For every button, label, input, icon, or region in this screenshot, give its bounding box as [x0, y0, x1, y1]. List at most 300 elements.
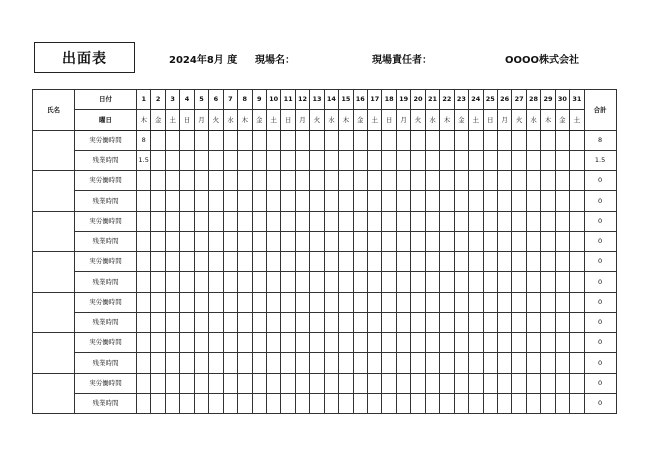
work-hours-cell[interactable]	[324, 252, 338, 272]
overtime-cell[interactable]	[526, 312, 540, 332]
work-hours-cell[interactable]	[238, 211, 252, 231]
overtime-cell[interactable]	[137, 353, 151, 373]
work-hours-cell[interactable]	[252, 292, 266, 312]
overtime-cell[interactable]	[223, 393, 237, 413]
overtime-cell[interactable]	[483, 353, 497, 373]
overtime-cell[interactable]	[512, 312, 526, 332]
work-hours-cell[interactable]	[353, 252, 367, 272]
overtime-cell[interactable]	[469, 393, 483, 413]
work-hours-cell[interactable]	[440, 171, 454, 191]
work-hours-cell[interactable]	[425, 333, 439, 353]
work-hours-cell[interactable]	[238, 171, 252, 191]
work-hours-cell[interactable]	[238, 373, 252, 393]
work-hours-cell[interactable]	[310, 333, 324, 353]
overtime-cell[interactable]	[512, 231, 526, 251]
overtime-cell[interactable]	[368, 353, 382, 373]
overtime-cell[interactable]	[281, 191, 295, 211]
work-hours-cell[interactable]	[483, 130, 497, 150]
overtime-cell[interactable]	[209, 312, 223, 332]
overtime-cell[interactable]	[570, 312, 584, 332]
overtime-cell[interactable]	[209, 393, 223, 413]
work-hours-cell[interactable]	[570, 333, 584, 353]
overtime-cell[interactable]	[266, 353, 280, 373]
work-hours-cell[interactable]	[526, 333, 540, 353]
work-hours-cell[interactable]	[151, 211, 165, 231]
overtime-cell[interactable]	[180, 231, 194, 251]
work-hours-cell[interactable]	[238, 252, 252, 272]
overtime-cell[interactable]	[368, 312, 382, 332]
work-hours-cell[interactable]	[483, 211, 497, 231]
work-hours-cell[interactable]	[252, 373, 266, 393]
work-hours-cell[interactable]	[526, 130, 540, 150]
overtime-cell[interactable]	[180, 312, 194, 332]
overtime-cell[interactable]	[252, 312, 266, 332]
overtime-cell[interactable]	[555, 393, 569, 413]
work-hours-cell[interactable]	[353, 171, 367, 191]
overtime-cell[interactable]	[194, 393, 208, 413]
overtime-cell[interactable]	[396, 353, 410, 373]
overtime-cell[interactable]	[209, 353, 223, 373]
work-hours-cell[interactable]	[411, 211, 425, 231]
work-hours-cell[interactable]	[570, 252, 584, 272]
work-hours-cell[interactable]	[324, 333, 338, 353]
overtime-cell[interactable]	[339, 312, 353, 332]
overtime-cell[interactable]	[324, 353, 338, 373]
work-hours-cell[interactable]	[180, 171, 194, 191]
work-hours-cell[interactable]	[440, 333, 454, 353]
overtime-cell[interactable]	[238, 150, 252, 170]
work-hours-cell[interactable]	[541, 252, 555, 272]
work-hours-cell[interactable]	[151, 252, 165, 272]
overtime-cell[interactable]	[194, 191, 208, 211]
work-hours-cell[interactable]	[382, 171, 396, 191]
work-hours-cell[interactable]	[165, 292, 179, 312]
overtime-cell[interactable]	[382, 353, 396, 373]
work-hours-cell[interactable]	[353, 211, 367, 231]
work-hours-cell[interactable]	[411, 130, 425, 150]
overtime-cell[interactable]	[266, 393, 280, 413]
overtime-cell[interactable]	[368, 191, 382, 211]
work-hours-cell[interactable]	[353, 130, 367, 150]
work-hours-cell[interactable]	[555, 211, 569, 231]
overtime-cell[interactable]	[266, 150, 280, 170]
overtime-cell[interactable]	[281, 353, 295, 373]
overtime-cell[interactable]	[526, 393, 540, 413]
overtime-cell[interactable]	[483, 312, 497, 332]
work-hours-cell[interactable]	[411, 292, 425, 312]
work-hours-cell[interactable]	[425, 171, 439, 191]
work-hours-cell[interactable]	[382, 292, 396, 312]
work-hours-cell[interactable]	[425, 373, 439, 393]
overtime-cell[interactable]	[570, 353, 584, 373]
work-hours-cell[interactable]	[194, 130, 208, 150]
work-hours-cell[interactable]	[324, 171, 338, 191]
work-hours-cell[interactable]	[266, 373, 280, 393]
overtime-cell[interactable]	[425, 353, 439, 373]
overtime-cell[interactable]	[368, 393, 382, 413]
work-hours-cell[interactable]	[194, 373, 208, 393]
overtime-cell[interactable]	[454, 150, 468, 170]
overtime-cell[interactable]	[281, 312, 295, 332]
overtime-cell[interactable]	[252, 353, 266, 373]
overtime-cell[interactable]	[324, 150, 338, 170]
overtime-cell[interactable]	[180, 150, 194, 170]
work-hours-cell[interactable]	[411, 252, 425, 272]
overtime-cell[interactable]	[281, 150, 295, 170]
work-hours-cell[interactable]	[396, 130, 410, 150]
overtime-cell[interactable]	[252, 272, 266, 292]
overtime-cell[interactable]	[512, 353, 526, 373]
overtime-cell[interactable]	[497, 312, 511, 332]
work-hours-cell[interactable]	[555, 292, 569, 312]
work-hours-cell[interactable]	[194, 292, 208, 312]
overtime-cell[interactable]	[526, 353, 540, 373]
overtime-cell[interactable]	[295, 393, 309, 413]
overtime-cell[interactable]	[223, 312, 237, 332]
work-hours-cell[interactable]	[440, 252, 454, 272]
overtime-cell[interactable]	[425, 150, 439, 170]
work-hours-cell[interactable]	[396, 373, 410, 393]
work-hours-cell[interactable]	[209, 171, 223, 191]
overtime-cell[interactable]	[555, 150, 569, 170]
overtime-cell[interactable]	[454, 272, 468, 292]
work-hours-cell[interactable]	[454, 171, 468, 191]
work-hours-cell[interactable]	[180, 292, 194, 312]
overtime-cell[interactable]	[512, 393, 526, 413]
overtime-cell[interactable]	[555, 353, 569, 373]
work-hours-cell[interactable]	[425, 211, 439, 231]
overtime-cell[interactable]	[180, 393, 194, 413]
overtime-cell[interactable]	[497, 393, 511, 413]
overtime-cell[interactable]	[238, 191, 252, 211]
overtime-cell[interactable]	[165, 312, 179, 332]
work-hours-cell[interactable]	[209, 211, 223, 231]
overtime-cell[interactable]	[411, 150, 425, 170]
work-hours-cell[interactable]	[396, 333, 410, 353]
work-hours-cell[interactable]	[440, 211, 454, 231]
overtime-cell[interactable]	[209, 231, 223, 251]
work-hours-cell[interactable]	[368, 292, 382, 312]
overtime-cell[interactable]	[266, 272, 280, 292]
overtime-cell[interactable]	[223, 150, 237, 170]
overtime-cell[interactable]	[137, 272, 151, 292]
overtime-cell[interactable]	[324, 191, 338, 211]
overtime-cell[interactable]	[165, 272, 179, 292]
overtime-cell[interactable]	[295, 191, 309, 211]
work-hours-cell[interactable]	[454, 130, 468, 150]
work-hours-cell[interactable]	[353, 373, 367, 393]
work-hours-cell[interactable]	[165, 373, 179, 393]
overtime-cell[interactable]	[469, 191, 483, 211]
work-hours-cell[interactable]	[497, 171, 511, 191]
work-hours-cell[interactable]	[382, 211, 396, 231]
work-hours-cell[interactable]	[194, 171, 208, 191]
overtime-cell[interactable]	[541, 272, 555, 292]
work-hours-cell[interactable]	[570, 211, 584, 231]
work-hours-cell[interactable]	[339, 333, 353, 353]
work-hours-cell[interactable]	[454, 211, 468, 231]
work-hours-cell[interactable]	[310, 211, 324, 231]
work-hours-cell[interactable]	[469, 252, 483, 272]
overtime-cell[interactable]	[324, 393, 338, 413]
person-name-cell[interactable]	[33, 252, 75, 293]
work-hours-cell[interactable]	[310, 292, 324, 312]
overtime-cell[interactable]	[440, 312, 454, 332]
work-hours-cell[interactable]	[396, 252, 410, 272]
work-hours-cell[interactable]	[512, 211, 526, 231]
overtime-cell[interactable]	[555, 312, 569, 332]
overtime-cell[interactable]	[440, 231, 454, 251]
overtime-cell[interactable]	[151, 272, 165, 292]
work-hours-cell[interactable]	[526, 373, 540, 393]
work-hours-cell[interactable]	[223, 333, 237, 353]
overtime-cell[interactable]	[497, 353, 511, 373]
work-hours-cell[interactable]	[469, 333, 483, 353]
work-hours-cell[interactable]	[440, 373, 454, 393]
overtime-cell[interactable]	[555, 231, 569, 251]
work-hours-cell[interactable]	[324, 292, 338, 312]
work-hours-cell[interactable]	[180, 373, 194, 393]
overtime-cell[interactable]	[497, 150, 511, 170]
work-hours-cell[interactable]	[555, 130, 569, 150]
work-hours-cell[interactable]	[252, 130, 266, 150]
work-hours-cell[interactable]	[295, 252, 309, 272]
work-hours-cell[interactable]	[223, 211, 237, 231]
work-hours-cell[interactable]	[223, 373, 237, 393]
person-name-cell[interactable]	[33, 373, 75, 414]
overtime-cell[interactable]	[570, 191, 584, 211]
work-hours-cell[interactable]	[266, 211, 280, 231]
overtime-cell[interactable]	[469, 353, 483, 373]
overtime-cell[interactable]	[281, 231, 295, 251]
work-hours-cell[interactable]	[469, 211, 483, 231]
overtime-cell[interactable]	[295, 150, 309, 170]
overtime-cell[interactable]	[382, 393, 396, 413]
overtime-cell[interactable]	[252, 231, 266, 251]
overtime-cell[interactable]	[223, 231, 237, 251]
overtime-cell[interactable]	[483, 272, 497, 292]
overtime-cell[interactable]	[541, 353, 555, 373]
overtime-cell[interactable]	[324, 231, 338, 251]
work-hours-cell[interactable]	[209, 333, 223, 353]
work-hours-cell[interactable]	[440, 130, 454, 150]
work-hours-cell[interactable]	[324, 211, 338, 231]
overtime-cell[interactable]	[339, 231, 353, 251]
overtime-cell[interactable]	[223, 353, 237, 373]
overtime-cell[interactable]	[281, 393, 295, 413]
work-hours-cell[interactable]	[165, 211, 179, 231]
work-hours-cell[interactable]	[180, 211, 194, 231]
work-hours-cell[interactable]	[295, 292, 309, 312]
work-hours-cell[interactable]	[368, 211, 382, 231]
overtime-cell[interactable]	[310, 231, 324, 251]
work-hours-cell[interactable]	[483, 333, 497, 353]
overtime-cell[interactable]	[526, 231, 540, 251]
overtime-cell[interactable]	[541, 191, 555, 211]
work-hours-cell[interactable]	[570, 292, 584, 312]
work-hours-cell[interactable]	[209, 373, 223, 393]
overtime-cell[interactable]	[512, 191, 526, 211]
overtime-cell[interactable]	[194, 272, 208, 292]
overtime-cell[interactable]	[454, 393, 468, 413]
overtime-cell[interactable]	[396, 393, 410, 413]
overtime-cell[interactable]	[209, 272, 223, 292]
overtime-cell[interactable]	[295, 272, 309, 292]
work-hours-cell[interactable]	[570, 130, 584, 150]
work-hours-cell[interactable]	[483, 292, 497, 312]
work-hours-cell[interactable]	[541, 373, 555, 393]
overtime-cell[interactable]	[180, 191, 194, 211]
overtime-cell[interactable]	[353, 393, 367, 413]
overtime-cell[interactable]	[526, 191, 540, 211]
work-hours-cell[interactable]	[526, 252, 540, 272]
overtime-cell[interactable]	[555, 191, 569, 211]
work-hours-cell[interactable]	[295, 130, 309, 150]
overtime-cell[interactable]	[310, 150, 324, 170]
work-hours-cell[interactable]	[266, 333, 280, 353]
overtime-cell[interactable]	[252, 150, 266, 170]
work-hours-cell[interactable]	[497, 211, 511, 231]
overtime-cell[interactable]	[483, 191, 497, 211]
overtime-cell[interactable]	[382, 312, 396, 332]
work-hours-cell[interactable]	[512, 252, 526, 272]
overtime-cell[interactable]	[411, 312, 425, 332]
work-hours-cell[interactable]	[194, 333, 208, 353]
work-hours-cell[interactable]	[223, 252, 237, 272]
work-hours-cell[interactable]	[194, 252, 208, 272]
work-hours-cell[interactable]	[497, 373, 511, 393]
work-hours-cell[interactable]	[339, 373, 353, 393]
overtime-cell[interactable]	[411, 231, 425, 251]
overtime-cell[interactable]	[295, 353, 309, 373]
work-hours-cell[interactable]	[137, 333, 151, 353]
person-name-cell[interactable]	[33, 171, 75, 212]
work-hours-cell[interactable]	[238, 333, 252, 353]
work-hours-cell[interactable]	[454, 252, 468, 272]
overtime-cell[interactable]	[266, 231, 280, 251]
overtime-cell[interactable]	[223, 272, 237, 292]
overtime-cell[interactable]	[440, 272, 454, 292]
work-hours-cell[interactable]	[353, 292, 367, 312]
overtime-cell[interactable]	[382, 231, 396, 251]
work-hours-cell[interactable]	[180, 333, 194, 353]
work-hours-cell[interactable]	[555, 252, 569, 272]
work-hours-cell[interactable]	[382, 333, 396, 353]
overtime-cell[interactable]	[137, 393, 151, 413]
work-hours-cell[interactable]	[180, 130, 194, 150]
work-hours-cell[interactable]	[310, 252, 324, 272]
work-hours-cell[interactable]: 8	[137, 130, 151, 150]
overtime-cell[interactable]	[238, 353, 252, 373]
overtime-cell[interactable]	[469, 272, 483, 292]
overtime-cell[interactable]	[425, 312, 439, 332]
work-hours-cell[interactable]	[295, 211, 309, 231]
work-hours-cell[interactable]	[281, 333, 295, 353]
work-hours-cell[interactable]	[526, 292, 540, 312]
overtime-cell[interactable]	[497, 272, 511, 292]
overtime-cell[interactable]	[165, 191, 179, 211]
overtime-cell[interactable]	[194, 150, 208, 170]
overtime-cell[interactable]: 1.5	[137, 150, 151, 170]
work-hours-cell[interactable]	[151, 292, 165, 312]
overtime-cell[interactable]	[353, 231, 367, 251]
work-hours-cell[interactable]	[151, 171, 165, 191]
work-hours-cell[interactable]	[295, 373, 309, 393]
work-hours-cell[interactable]	[541, 292, 555, 312]
overtime-cell[interactable]	[194, 231, 208, 251]
work-hours-cell[interactable]	[165, 252, 179, 272]
overtime-cell[interactable]	[541, 150, 555, 170]
overtime-cell[interactable]	[541, 231, 555, 251]
work-hours-cell[interactable]	[238, 292, 252, 312]
overtime-cell[interactable]	[396, 191, 410, 211]
work-hours-cell[interactable]	[411, 373, 425, 393]
work-hours-cell[interactable]	[281, 130, 295, 150]
overtime-cell[interactable]	[454, 353, 468, 373]
overtime-cell[interactable]	[252, 191, 266, 211]
work-hours-cell[interactable]	[180, 252, 194, 272]
work-hours-cell[interactable]	[425, 130, 439, 150]
work-hours-cell[interactable]	[483, 171, 497, 191]
work-hours-cell[interactable]	[368, 130, 382, 150]
work-hours-cell[interactable]	[209, 292, 223, 312]
overtime-cell[interactable]	[555, 272, 569, 292]
person-name-cell[interactable]	[33, 130, 75, 171]
overtime-cell[interactable]	[310, 353, 324, 373]
overtime-cell[interactable]	[396, 150, 410, 170]
overtime-cell[interactable]	[353, 150, 367, 170]
overtime-cell[interactable]	[526, 272, 540, 292]
work-hours-cell[interactable]	[440, 292, 454, 312]
overtime-cell[interactable]	[483, 150, 497, 170]
overtime-cell[interactable]	[382, 272, 396, 292]
work-hours-cell[interactable]	[512, 333, 526, 353]
overtime-cell[interactable]	[339, 191, 353, 211]
work-hours-cell[interactable]	[151, 333, 165, 353]
work-hours-cell[interactable]	[396, 171, 410, 191]
work-hours-cell[interactable]	[151, 130, 165, 150]
work-hours-cell[interactable]	[512, 292, 526, 312]
work-hours-cell[interactable]	[137, 252, 151, 272]
overtime-cell[interactable]	[396, 312, 410, 332]
work-hours-cell[interactable]	[469, 171, 483, 191]
overtime-cell[interactable]	[151, 312, 165, 332]
overtime-cell[interactable]	[339, 353, 353, 373]
overtime-cell[interactable]	[266, 312, 280, 332]
work-hours-cell[interactable]	[469, 130, 483, 150]
work-hours-cell[interactable]	[368, 373, 382, 393]
work-hours-cell[interactable]	[281, 373, 295, 393]
work-hours-cell[interactable]	[137, 292, 151, 312]
overtime-cell[interactable]	[295, 231, 309, 251]
overtime-cell[interactable]	[469, 312, 483, 332]
overtime-cell[interactable]	[497, 191, 511, 211]
work-hours-cell[interactable]	[281, 292, 295, 312]
overtime-cell[interactable]	[295, 312, 309, 332]
overtime-cell[interactable]	[526, 150, 540, 170]
work-hours-cell[interactable]	[266, 252, 280, 272]
overtime-cell[interactable]	[483, 393, 497, 413]
work-hours-cell[interactable]	[194, 211, 208, 231]
overtime-cell[interactable]	[165, 353, 179, 373]
overtime-cell[interactable]	[469, 150, 483, 170]
work-hours-cell[interactable]	[223, 130, 237, 150]
overtime-cell[interactable]	[194, 353, 208, 373]
overtime-cell[interactable]	[266, 191, 280, 211]
overtime-cell[interactable]	[368, 272, 382, 292]
work-hours-cell[interactable]	[570, 373, 584, 393]
overtime-cell[interactable]	[238, 231, 252, 251]
